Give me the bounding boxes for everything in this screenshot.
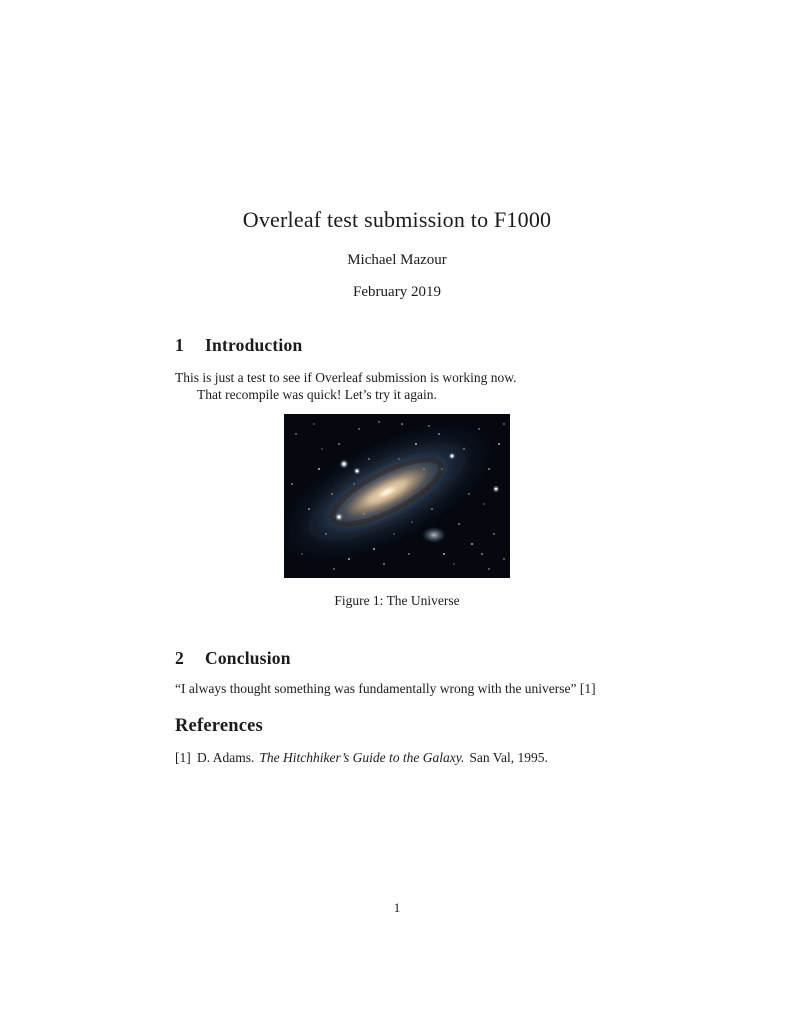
reference-authors: D. Adams. [197,750,255,765]
section-title: Conclusion [205,648,291,668]
section-number: 2 [175,648,184,668]
paper-title: Overleaf test submission to F1000 [242,207,552,232]
section-heading-conclusion [175,648,291,669]
galaxy-figure-image [284,414,510,578]
reference-entry [175,750,548,766]
introduction-paragraph-line2: That recompile was quick! Let’s try it again. [197,387,437,402]
reference-label: [1] [175,750,191,765]
section-number: 1 [175,335,184,355]
reference-title: The Hitchhiker’s Guide to the Galaxy. [259,750,465,765]
figure-caption: Figure 1: The Universe [334,593,460,608]
references-heading: References [175,716,263,736]
section-heading-introduction [175,335,302,356]
page-number: 1 [393,900,401,915]
introduction-paragraph-line1: This is just a test to see if Overleaf submission is working now. [175,370,517,385]
paper-date: February 2019 [353,284,441,300]
reference-publisher: San Val, 1995. [469,750,548,765]
conclusion-quote-text: “I always thought something was fundamentally wrong with the universe” [1] [175,681,596,696]
section-title: Introduction [205,335,303,355]
paper-author: Michael Mazour [347,252,447,268]
